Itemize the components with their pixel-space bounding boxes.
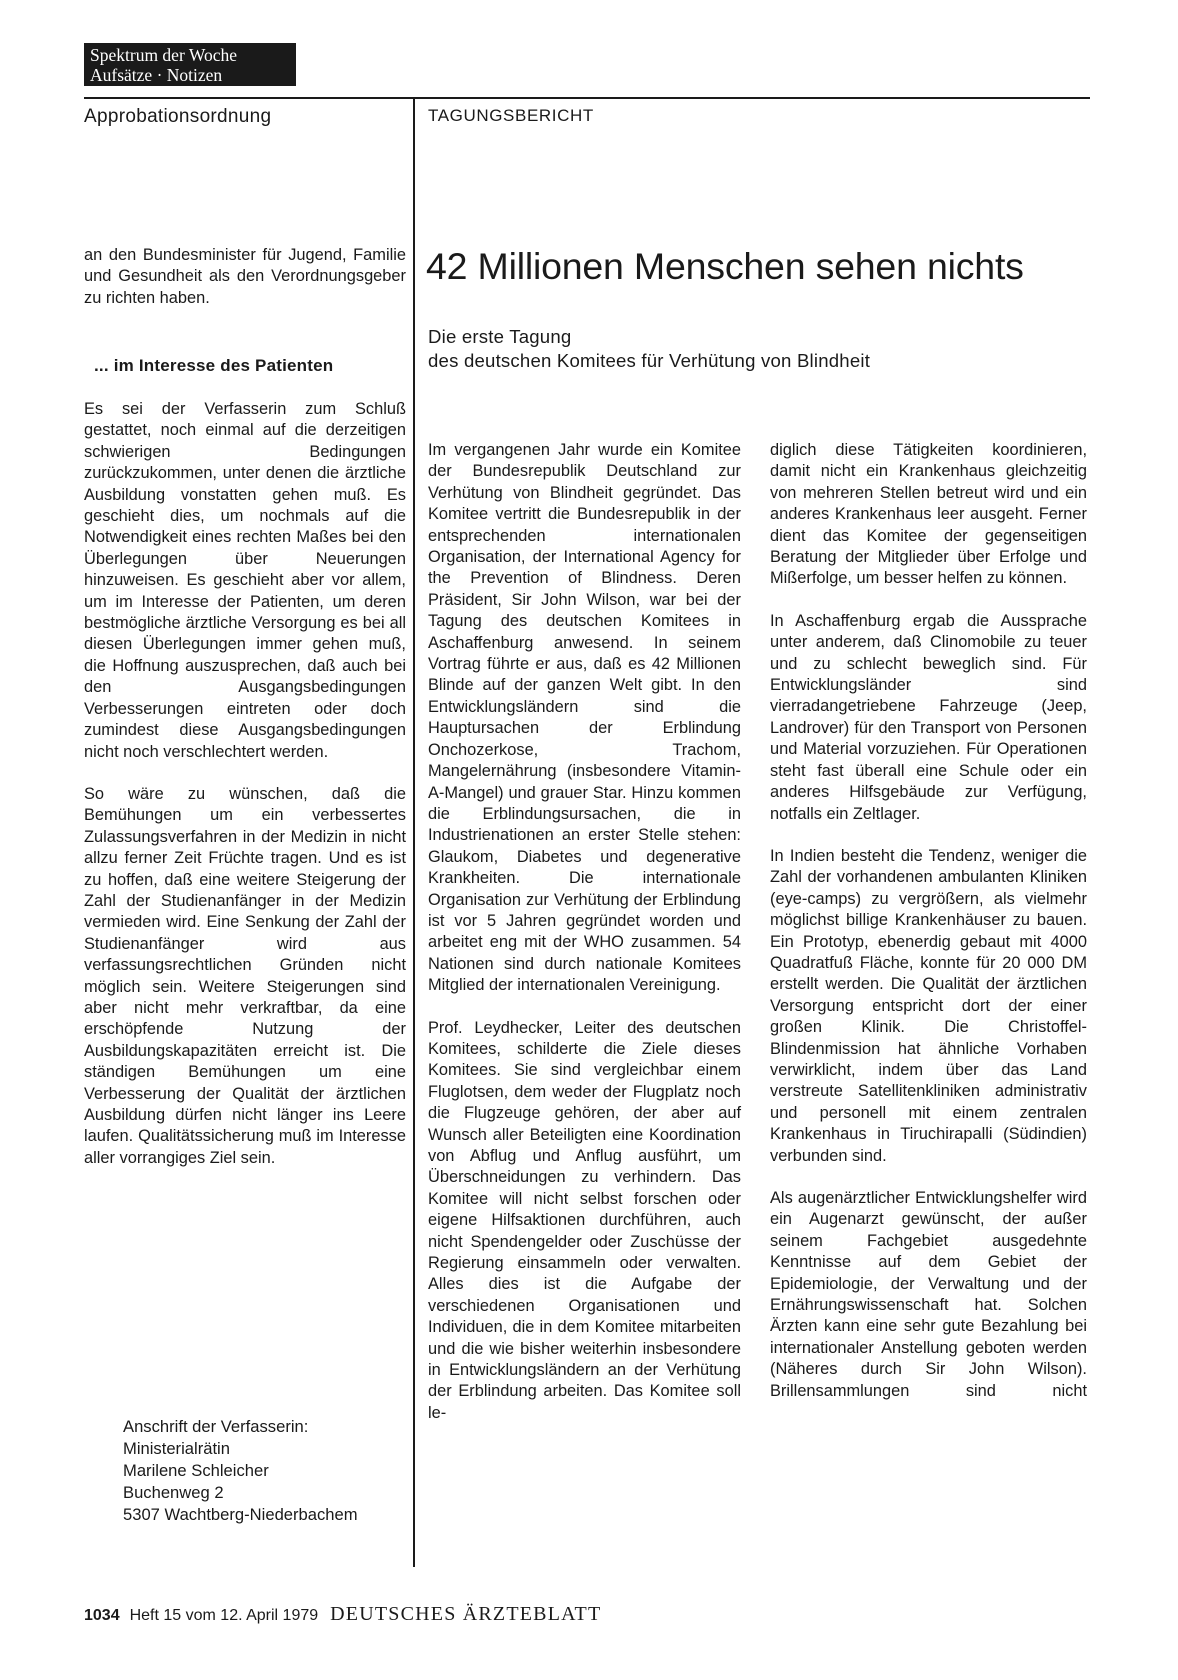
article-headline: 42 Millionen Menschen sehen nichts: [426, 245, 1024, 287]
article-paragraph: diglich diese Tätigkeiten koordinieren, damit nicht ein Krankenhaus gleichzeitig von mehreren Stellen betreut wird und ein anderes Krankenhaus leer ausgeht. Ferner dient das Komitee der gegenseitigen Beratung der Mitglieder über Erfolge und Mißerfolge, um besser helfen zu können.: [770, 441, 1087, 588]
address-line: Marilene Schleicher: [123, 1461, 269, 1480]
address-line: Ministerialrätin: [123, 1439, 230, 1458]
section-tag-line2: Aufsätze · Notizen: [90, 65, 223, 85]
author-address: [123, 1416, 358, 1526]
article-middle-column: [428, 440, 741, 1424]
section-tag: [84, 43, 296, 86]
left-paragraph: Es sei der Verfasserin zum Schluß gestattet, noch einmal auf die derzeitigen schwierigen Bedingungen zurückzukommen, unter denen die ärztliche Ausbildung vonstatten gehen muß. Es geschieht dies, um nochmals auf die Notwendigkeit eines rechten Maßes bei den Überlegungen über Neuerungen hinzuweisen. Es geschieht aber vor allem, um im Interesse der Patienten, um deren bestmögliche ärztliche Versorgung es bei all diesen Überlegungen immer gehen muß, die Hoffnung auszusprechen, daß auch bei den Ausgangsbedingungen Verbesserungen eintreten oder doch zumindest diese Ausgangsbedingungen nicht noch verschlechtert werden.: [84, 400, 406, 761]
article-paragraph: In Aschaffenburg ergab die Aussprache unter anderem, daß Clinomobile zu teuer und zu schlecht beweglich sind. Für Entwicklungsländer sind vierradangetriebene Fahrzeuge (Jeep, Landrover) für den Transport von Personen und Material vorzuziehen. Für Operationen steht fast überall eine Schule oder ein anderes Hilfsgebäude zur Verfügung, notfalls ein Zeltlager.: [770, 611, 1087, 823]
left-intro-text: [84, 245, 406, 309]
page-number: 1034: [84, 1607, 120, 1624]
page-footer: [84, 1603, 601, 1626]
article-right-column: [770, 440, 1087, 1402]
address-line: Buchenweg 2: [123, 1483, 224, 1502]
left-main-text: [84, 399, 406, 1169]
article-paragraph: Als augenärztlicher Entwicklungshelfer wird ein Augenarzt gewünscht, der außer seinem Fachgebiet ausgedehnte Kenntnisse auf dem Gebiet der Epidemiologie, der Verwaltung und der Ernährungswissenschaft hat. Solchen Ärzten kann eine sehr gute Bezahlung bei internationaler Anstellung geboten werden (Näheres durch Sir John Wilson). Brillensammlungen sind nicht: [770, 1189, 1087, 1400]
subheading-line: des deutschen Komitees für Verhütung von Blindheit: [428, 349, 871, 371]
left-intro-paragraph: an den Bundesminister für Jugend, Familie und Gesundheit als den Verordnungsgeber zu richten haben.: [84, 246, 406, 307]
left-section-label: Approbationsordnung: [84, 106, 272, 127]
article-paragraph: Prof. Leydhecker, Leiter des deutschen Komitees, schilderte die Ziele dieses Komitees. Sie sind vergleichbar einem Fluglotsen, dem weder der Flugplatz noch die Flugzeuge gehören, der aber auf Wunsch aller Beteiligten eine Koordination von Abflug und Anflug ausführt, um Überschneidungen zu verhindern. Das Komitee will nicht selbst forschen oder eigene Hilfsaktionen durchführen, auch nicht Spendengelder oder Zuschüsse der Regierung einsammeln oder verwalten. Alles dies ist die Aufgabe der verschiedenen Organisationen und Individuen, die in dem Komitee mitarbeiten und die wie bisher weiterhin insbesondere in Entwicklungsländern an der Verhütung der Erblindung arbeiten. Das Komitee soll le-: [428, 1018, 741, 1422]
article-paragraph: Im vergangenen Jahr wurde ein Komitee der Bundesrepublik Deutschland zur Verhütung von Blindheit gegründet. Das Komitee vertritt die Bundesrepublik in der entsprechenden internationalen Organisation, der International Agency for the Prevention of Blindness. Deren Präsident, Sir John Wilson, war bei der Tagung des deutschen Komitees in Aschaffenburg anwesend. In seinem Vortrag führte er aus, daß es 42 Millionen Blinde auf der ganzen Welt gibt. In den Entwicklungsländern sind die Hauptursachen der Erblindung Onchozerkose, Trachom, Mangelernährung (insbesondere Vitamin-A-Mangel) und grauer Star. Hinzu kommen die Erblindungsursachen, die in Industrienationen an erster Stelle stehen: Glaukom, Diabetes und degenerative Krankheiten. Die internationale Organisation zur Verhütung der Erblindung ist vor 5 Jahren gegründet worden und arbeitet eng mit der WHO zusammen. 54 Nationen sind durch nationale Komitees Mitglied der internationalen Vereinigung.: [428, 441, 741, 995]
issue-info: Heft 15 vom 12. April 1979: [129, 1607, 319, 1624]
article-subheading: [428, 325, 870, 372]
section-tag-line1: Spektrum der Woche: [90, 45, 237, 65]
article-paragraph: In Indien besteht die Tendenz, weniger die Zahl der vorhandenen ambulanten Kliniken (eye-camps) zu vergrößern, als vielmehr möglichst billige Krankenhäuser zu bauen. Ein Prototyp, ebenerdig gebaut mit 4000 Quadratfuß Fläche, konnte für 20 000 DM erstellt werden. Die Qualität der ärztlichen Versorgung entspricht dort der einer großen Klinik. Die Christoffel-Blindenmission hat ähnliche Vorhaben verwirklicht, indem über das Land verstreute Satellitenkliniken administrativ und personell mit einem zentralen Krankenhaus in Tiruchirapalli (Südindien) verbunden sind.: [770, 846, 1087, 1165]
left-paragraph: So wäre zu wünschen, daß die Bemühungen um ein verbessertes Zulassungsverfahren in der Medizin in nicht allzu ferner Zeit Früchte tragen. Und es ist zu hoffen, daß eine weitere Steigerung der Zahl der Studienanfänger in der Medizin vermieden wird. Eine Senkung der Zahl der Studienanfänger wird aus verfassungsrechtlichen Gründen nicht möglich sein. Weitere Steigerungen sind aber nicht mehr verkraftbar, da eine erschöpfende Nutzung der Ausbildungskapazitäten erreicht ist. Die ständigen Bemühungen um eine Verbesserung der Qualität der ärztlichen Ausbildung dürfen nicht länger ins Leere laufen. Qualitätssicherung muß im Interesse aller vorrangiges Ziel sein.: [84, 784, 406, 1167]
subheading-line: Die erste Tagung: [428, 326, 572, 347]
column-divider: [413, 97, 415, 1567]
address-line: 5307 Wachtberg-Niederbachem: [123, 1505, 358, 1524]
journal-name: DEUTSCHES ÄRZTEBLATT: [330, 1603, 602, 1625]
left-subheading: ... im Interesse des Patienten: [94, 356, 334, 375]
address-line: Anschrift der Verfasserin:: [123, 1417, 309, 1436]
right-section-label: TAGUNGSBERICHT: [428, 106, 594, 125]
top-rule: [84, 97, 1090, 99]
